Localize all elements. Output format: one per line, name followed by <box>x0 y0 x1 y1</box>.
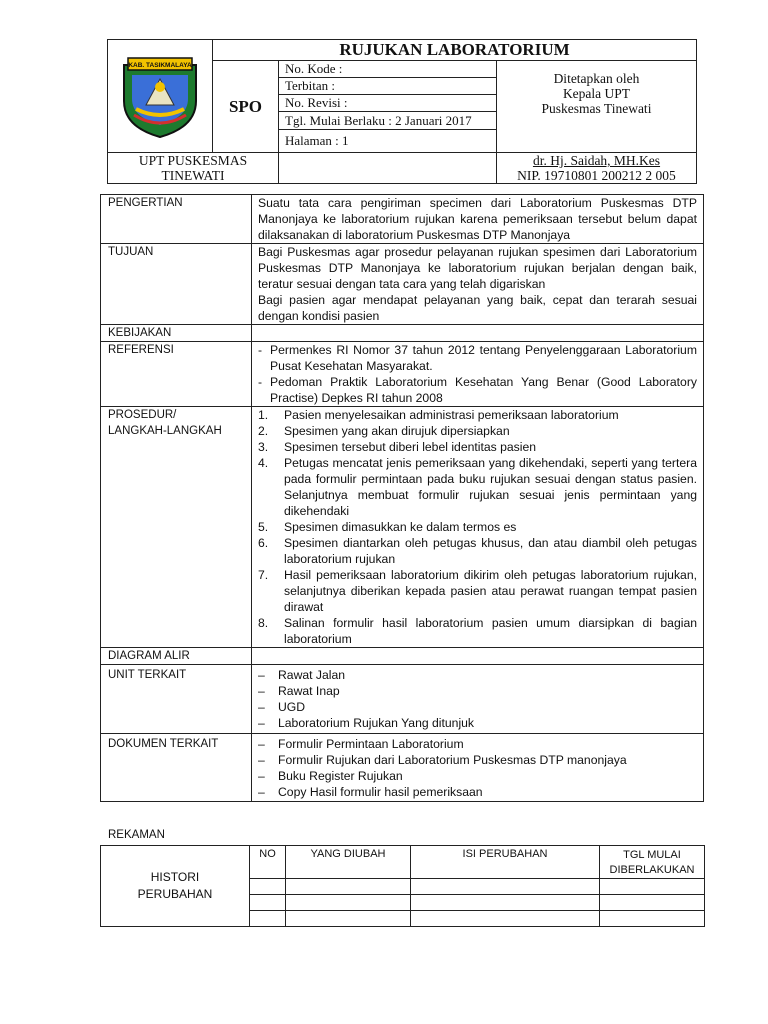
label-prosedur <box>101 407 252 648</box>
step-text: Spesimen dimasukkan ke dalam termos es <box>284 520 517 534</box>
referensi-item: Pedoman Praktik Laboratorium Kesehatan Yang Benar (Good Laboratory Practise) Depkes RI tahun 2008 <box>270 375 697 405</box>
row-diagram-alir <box>101 648 704 665</box>
list-item: – Copy Hasil formulir hasil pemeriksaan <box>258 785 483 799</box>
label-line: PROSEDUR/ <box>108 409 177 421</box>
empty-cell <box>279 153 497 184</box>
list-item <box>258 615 697 647</box>
referensi-list <box>252 342 704 407</box>
unit-name <box>108 153 279 184</box>
approval-line: Ditetapkan oleh <box>553 71 640 86</box>
label-diagram-alir: DIAGRAM ALIR <box>101 648 252 665</box>
unit-item: Rawat Inap <box>278 684 340 698</box>
approval-block <box>497 61 697 153</box>
field-terbitan: Terbitan : <box>279 78 497 95</box>
step-number: 6. <box>258 536 269 550</box>
col-yang-diubah: YANG DIUBAH <box>286 846 411 879</box>
unit-item: Rawat Jalan <box>278 668 346 682</box>
tujuan-text <box>252 244 704 325</box>
tasikmalaya-emblem-icon <box>116 53 204 139</box>
unit-line: TINEWATI <box>161 168 225 183</box>
header-table <box>107 39 697 184</box>
step-text: Salinan formulir hasil laboratorium pasien umum diarsipkan di bagian laboratorium <box>284 616 697 646</box>
list-item <box>258 455 697 519</box>
unit-terkait-list <box>252 665 704 734</box>
list-item <box>258 423 697 439</box>
list-item: – UGD <box>258 700 306 714</box>
list-item: – Buku Register Rujukan <box>258 769 403 783</box>
rekaman-label: REKAMAN <box>108 829 165 841</box>
col-isi-perubahan: ISI PERUBAHAN <box>411 846 600 879</box>
unit-item: Laboratorium Rujukan Yang ditunjuk <box>278 716 475 730</box>
list-item <box>258 439 697 455</box>
step-text: Spesimen yang akan dirujuk dipersiapkan <box>284 424 510 438</box>
row-referensi <box>101 342 704 407</box>
col-line: DIBERLAKUKAN <box>609 864 695 876</box>
list-item: – Rawat Jalan <box>258 668 346 682</box>
step-number: 4. <box>258 456 269 470</box>
step-text: Spesimen diantarkan oleh petugas khusus, dan atau diambil oleh petugas laboratorium rujukan <box>284 536 697 566</box>
list-item <box>258 535 697 567</box>
step-number: 5. <box>258 520 269 534</box>
row-kebijakan <box>101 325 704 342</box>
unit-line: UPT PUSKESMAS <box>138 153 248 168</box>
step-text: Hasil pemeriksaan laboratorium dikirim oleh petugas laboratorium rujukan, selanjutnya diberikan kepada pasien atau perawat ruangan tempat pasien dirawat <box>284 568 697 614</box>
doc-type: SPO <box>213 61 279 153</box>
col-no: NO <box>250 846 286 879</box>
step-number: 1. <box>258 408 269 422</box>
diagram-alir-text <box>252 648 704 665</box>
dokumen-terkait-list <box>252 734 704 802</box>
unit-item: UGD <box>278 700 306 714</box>
step-text: Spesimen tersebut diberi lebel identitas pasien <box>284 440 537 454</box>
spo-table <box>100 194 704 802</box>
signatory-block <box>497 153 697 184</box>
field-halaman: Halaman : 1 <box>279 130 497 153</box>
prosedur-steps <box>252 407 704 648</box>
list-item: – Formulir Rujukan dari Laboratorium Puskesmas DTP manonjaya <box>258 753 627 767</box>
histori-table <box>100 845 705 927</box>
field-no-kode: No. Kode : <box>279 61 497 78</box>
dokumen-item: Formulir Rujukan dari Laboratorium Puskesmas DTP manonjaya <box>278 753 627 767</box>
field-no-revisi: No. Revisi : <box>279 95 497 112</box>
row-unit-terkait <box>101 665 704 734</box>
col-line: TGL MULAI <box>623 849 681 861</box>
label-pengertian: PENGERTIAN <box>101 195 252 244</box>
approval-line: Puskesmas Tinewati <box>541 101 652 116</box>
label-unit-terkait: UNIT TERKAIT <box>101 665 252 734</box>
dokumen-item: Copy Hasil formulir hasil pemeriksaan <box>278 785 483 799</box>
label-tujuan: TUJUAN <box>101 244 252 325</box>
list-item: – Rawat Inap <box>258 684 340 698</box>
step-text: Pasien menyelesaikan administrasi pemeriksaan laboratorium <box>284 408 619 422</box>
row-tujuan <box>101 244 704 325</box>
logo-cell <box>108 40 213 153</box>
field-tgl-mulai: Tgl. Mulai Berlaku : 2 Januari 2017 <box>279 112 497 130</box>
label-dokumen-terkait: DOKUMEN TERKAIT <box>101 734 252 802</box>
histori-line: HISTORI <box>150 870 200 884</box>
referensi-item: Permenkes RI Nomor 37 tahun 2012 tentang Penyelenggaraan Laboratorium Pusat Kesehatan Masyarakat. <box>270 343 697 373</box>
pengertian-text: Suatu tata cara pengiriman specimen dari Laboratorium Puskesmas DTP Manonjaya ke laboratorium rujukan karena pemeriksaan tersebut belum dapat dilaksanakan di laboratorium Puskesmas DTP Manonjaya <box>252 195 704 244</box>
tujuan-paragraph: Bagi pasien agar mendapat pelayanan yang baik, cepat dan terarah sesuai dengan kondisi pasien <box>258 293 697 323</box>
dokumen-item: Formulir Permintaan Laboratorium <box>278 737 464 751</box>
logo-text: KAB. TASIKMALAYA <box>128 62 192 69</box>
signatory-nip: NIP. 19710801 200212 2 005 <box>517 168 676 183</box>
list-item <box>258 407 697 423</box>
tujuan-paragraph: Bagi Puskesmas agar prosedur pelayanan rujukan spesimen dari Laboratorium Puskesmas DTP Manonjaya ke laboratorium rujukan berjalan dengan baik, teratur sesuai dengan tata cara yang telah digariskan <box>258 245 697 291</box>
kebijakan-text <box>252 325 704 342</box>
step-number: 8. <box>258 616 269 630</box>
step-number: 3. <box>258 440 269 454</box>
label-kebijakan: KEBIJAKAN <box>101 325 252 342</box>
list-item <box>258 519 697 535</box>
row-pengertian <box>101 195 704 244</box>
approval-line: Kepala UPT <box>562 86 631 101</box>
row-dokumen-terkait <box>101 734 704 802</box>
step-text: Petugas mencatat jenis pemeriksaan yang dikehendaki, seperti yang tertera pada formulir permintaan pada buku rujukan sesuai dengan status pasien. Selanjutnya membuat formulir rujukan sesuai jenis permintaan yang dikehendaki <box>284 456 697 518</box>
step-number: 7. <box>258 568 269 582</box>
row-prosedur <box>101 407 704 648</box>
list-item: - Permenkes RI Nomor 37 tahun 2012 tentang Penyelenggaraan Laboratorium Pusat Kesehatan Masyarakat. <box>258 343 697 373</box>
label-line: LANGKAH-LANGKAH <box>108 425 222 437</box>
list-item: – Laboratorium Rujukan Yang ditunjuk <box>258 716 475 730</box>
histori-label <box>101 846 250 927</box>
histori-line: PERUBAHAN <box>137 887 213 901</box>
label-referensi: REFERENSI <box>101 342 252 407</box>
list-item <box>258 567 697 615</box>
dokumen-item: Buku Register Rujukan <box>278 769 403 783</box>
signatory-name: dr. Hj. Saidah, MH.Kes <box>532 153 661 168</box>
step-number: 2. <box>258 424 269 438</box>
page-title: RUJUKAN LABORATORIUM <box>213 40 697 61</box>
list-item: - Pedoman Praktik Laboratorium Kesehatan Yang Benar (Good Laboratory Practise) Depkes RI tahun 2008 <box>258 375 697 405</box>
col-tgl-mulai <box>600 846 705 879</box>
list-item: – Formulir Permintaan Laboratorium <box>258 737 464 751</box>
